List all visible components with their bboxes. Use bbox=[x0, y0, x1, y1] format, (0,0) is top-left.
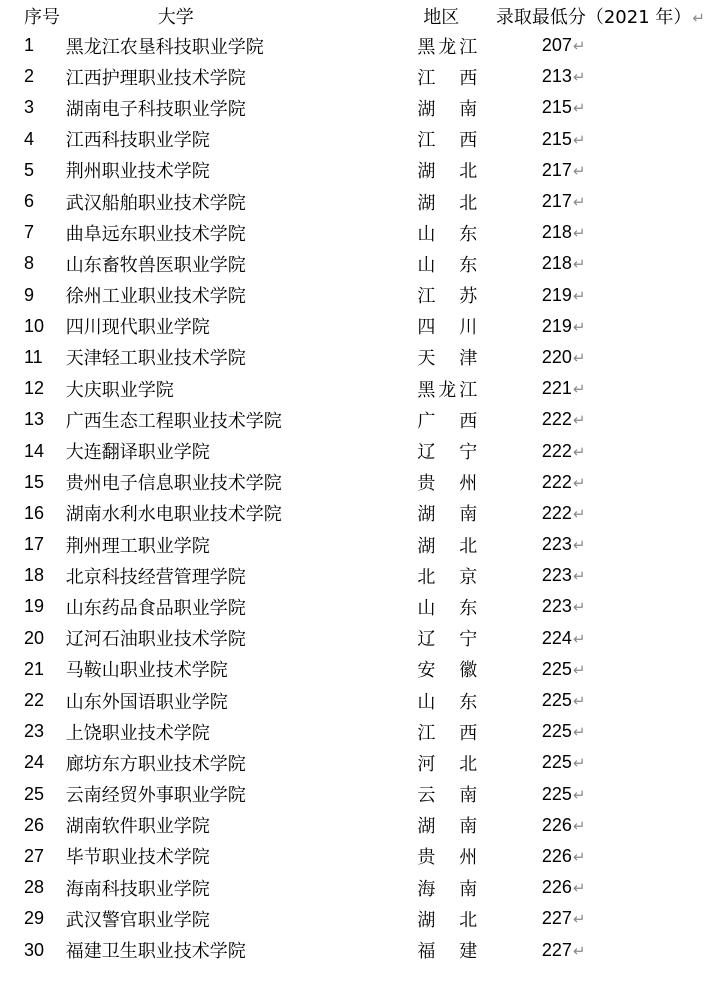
row-region bbox=[417, 435, 496, 466]
paragraph-mark-icon: ↵ bbox=[572, 162, 586, 180]
row-score-value: 226 bbox=[541, 814, 572, 835]
row-index: 23 bbox=[24, 721, 45, 742]
row-score bbox=[496, 903, 705, 934]
row-score bbox=[496, 623, 705, 654]
row-index: 13 bbox=[24, 409, 45, 430]
paragraph-mark-icon: ↵ bbox=[572, 568, 586, 586]
row-region-label: 湖 北 bbox=[417, 535, 478, 557]
table-row bbox=[24, 810, 705, 841]
row-score-value: 215 bbox=[541, 97, 572, 118]
row-score-value: 222 bbox=[541, 440, 572, 461]
row-region-label: 河 北 bbox=[417, 753, 478, 775]
row-region-label: 山 东 bbox=[417, 597, 478, 619]
row-region bbox=[417, 342, 496, 373]
header-region bbox=[417, 2, 496, 30]
table-row bbox=[24, 186, 705, 217]
row-index: 11 bbox=[24, 346, 43, 367]
row-score-value: 223 bbox=[541, 596, 572, 617]
row-score bbox=[496, 92, 705, 123]
row-university: 黑龙江农垦科技职业学院 bbox=[65, 36, 264, 58]
paragraph-mark-icon: ↵ bbox=[572, 724, 586, 742]
row-score-value: 223 bbox=[541, 565, 572, 586]
table-row bbox=[24, 342, 705, 373]
row-score bbox=[496, 217, 705, 248]
row-region-label: 福 建 bbox=[417, 941, 478, 963]
admission-score-table bbox=[24, 2, 705, 966]
row-region-label: 山 东 bbox=[417, 691, 478, 713]
table-row bbox=[24, 934, 705, 965]
row-region bbox=[417, 903, 496, 934]
table-row bbox=[24, 155, 705, 186]
row-score-value: 225 bbox=[541, 658, 572, 679]
row-index: 26 bbox=[24, 814, 45, 835]
row-score-value: 207 bbox=[541, 35, 572, 56]
row-index: 1 bbox=[24, 35, 35, 56]
table-row bbox=[24, 903, 705, 934]
row-score-value: 225 bbox=[541, 783, 572, 804]
row-region-label: 山 东 bbox=[417, 254, 478, 276]
row-score bbox=[496, 155, 705, 186]
row-score-value: 221 bbox=[541, 378, 572, 399]
row-index: 15 bbox=[24, 471, 45, 492]
row-region-label: 江 西 bbox=[417, 722, 478, 744]
row-university: 山东畜牧兽医职业学院 bbox=[65, 254, 246, 276]
row-region-label: 贵 州 bbox=[417, 473, 478, 495]
row-region bbox=[417, 248, 496, 279]
paragraph-mark-icon: ↵ bbox=[572, 505, 586, 523]
row-university: 武汉警官职业学院 bbox=[65, 909, 210, 931]
row-region-label: 江 苏 bbox=[417, 286, 478, 308]
table-row bbox=[24, 779, 705, 810]
row-score-value: 226 bbox=[541, 845, 572, 866]
row-score bbox=[496, 654, 705, 685]
row-university: 大连翻译职业学院 bbox=[65, 442, 210, 464]
paragraph-mark-icon: ↵ bbox=[572, 755, 586, 773]
table-row bbox=[24, 92, 705, 123]
row-region-label: 湖 北 bbox=[417, 192, 478, 214]
paragraph-mark-icon: ↵ bbox=[572, 38, 586, 56]
row-score bbox=[496, 747, 705, 778]
row-university: 廊坊东方职业技术学院 bbox=[65, 753, 246, 775]
table-row bbox=[24, 311, 705, 342]
table-row bbox=[24, 560, 705, 591]
row-region bbox=[417, 841, 496, 872]
row-score bbox=[496, 404, 705, 435]
row-university: 毕节职业技术学院 bbox=[65, 847, 210, 869]
row-index: 21 bbox=[24, 658, 45, 679]
paragraph-mark-icon: ↵ bbox=[572, 225, 586, 243]
row-region bbox=[417, 934, 496, 965]
row-score bbox=[496, 467, 705, 498]
row-university: 四川现代职业学院 bbox=[65, 317, 210, 339]
row-university: 天津轻工职业技术学院 bbox=[65, 348, 246, 370]
table-row bbox=[24, 623, 705, 654]
paragraph-mark-icon: ↵ bbox=[572, 349, 586, 367]
paragraph-mark-icon: ↵ bbox=[572, 880, 586, 898]
table-row bbox=[24, 30, 705, 61]
row-region bbox=[417, 30, 496, 61]
row-score bbox=[496, 529, 705, 560]
row-score-value: 226 bbox=[541, 877, 572, 898]
row-score-value: 217 bbox=[541, 159, 572, 180]
row-index: 28 bbox=[24, 877, 45, 898]
row-score-value: 215 bbox=[541, 128, 572, 149]
row-university: 海南科技职业学院 bbox=[65, 878, 210, 900]
paragraph-mark-icon: ↵ bbox=[572, 256, 586, 274]
row-score-value: 222 bbox=[541, 409, 572, 430]
row-index: 16 bbox=[24, 502, 45, 523]
paragraph-mark-icon: ↵ bbox=[572, 131, 586, 149]
row-score-value: 222 bbox=[541, 471, 572, 492]
row-region-label: 海 南 bbox=[417, 878, 478, 900]
row-university: 武汉船舶职业技术学院 bbox=[65, 192, 246, 214]
row-region bbox=[417, 560, 496, 591]
row-score-value: 222 bbox=[541, 502, 572, 523]
table-row bbox=[24, 467, 705, 498]
row-score bbox=[496, 342, 705, 373]
row-score-value: 219 bbox=[541, 284, 572, 305]
row-university: 荆州理工职业学院 bbox=[65, 535, 210, 557]
row-index: 3 bbox=[24, 97, 35, 118]
row-region-label: 江 西 bbox=[417, 130, 478, 152]
row-score bbox=[496, 373, 705, 404]
row-score-value: 225 bbox=[541, 690, 572, 711]
row-university: 荆州职业技术学院 bbox=[65, 161, 210, 183]
row-region bbox=[417, 810, 496, 841]
row-score-value: 225 bbox=[541, 721, 572, 742]
row-region-label: 四 川 bbox=[417, 317, 478, 339]
table-row bbox=[24, 716, 705, 747]
row-index: 22 bbox=[24, 690, 45, 711]
row-region bbox=[417, 373, 496, 404]
row-score bbox=[496, 186, 705, 217]
row-region-label: 辽 宁 bbox=[417, 442, 478, 464]
row-region bbox=[417, 404, 496, 435]
paragraph-mark-icon: ↵ bbox=[572, 474, 586, 492]
row-index: 19 bbox=[24, 596, 45, 617]
row-region bbox=[417, 467, 496, 498]
table-row bbox=[24, 747, 705, 778]
header-score-label: 录取最低分（2021 年） bbox=[495, 7, 692, 28]
row-region-label: 江 西 bbox=[417, 67, 478, 89]
row-score-value: 227 bbox=[541, 939, 572, 960]
header-score bbox=[496, 2, 705, 30]
row-score-value: 220 bbox=[541, 346, 572, 367]
paragraph-mark-icon: ↵ bbox=[572, 911, 586, 929]
row-region-label: 黑龙江 bbox=[417, 36, 478, 58]
paragraph-mark-icon: ↵ bbox=[572, 848, 586, 866]
row-score bbox=[496, 30, 705, 61]
row-score bbox=[496, 280, 705, 311]
row-score-value: 223 bbox=[541, 534, 572, 555]
row-index: 17 bbox=[24, 534, 45, 555]
row-region-label: 辽 宁 bbox=[417, 629, 478, 651]
table-row bbox=[24, 654, 705, 685]
row-university: 山东外国语职业学院 bbox=[65, 691, 228, 713]
row-region-label: 山 东 bbox=[417, 223, 478, 245]
row-score bbox=[496, 435, 705, 466]
paragraph-mark-icon: ↵ bbox=[692, 9, 705, 27]
row-university: 江西护理职业技术学院 bbox=[65, 67, 246, 89]
row-index: 30 bbox=[24, 939, 45, 960]
row-region bbox=[417, 92, 496, 123]
row-region bbox=[417, 716, 496, 747]
row-score bbox=[496, 685, 705, 716]
table-row bbox=[24, 591, 705, 622]
row-university: 江西科技职业学院 bbox=[65, 130, 210, 152]
row-index: 20 bbox=[24, 627, 45, 648]
row-score-value: 225 bbox=[541, 752, 572, 773]
row-index: 12 bbox=[24, 378, 45, 399]
row-region bbox=[417, 124, 496, 155]
row-university: 福建卫生职业技术学院 bbox=[65, 941, 246, 963]
paragraph-mark-icon: ↵ bbox=[572, 786, 586, 804]
row-region bbox=[417, 872, 496, 903]
row-region-label: 湖 北 bbox=[417, 161, 478, 183]
table-row bbox=[24, 61, 705, 92]
row-region-label: 湖 南 bbox=[417, 504, 478, 526]
paragraph-mark-icon: ↵ bbox=[572, 100, 586, 118]
paragraph-mark-icon: ↵ bbox=[572, 661, 586, 679]
table-row bbox=[24, 529, 705, 560]
row-university: 上饶职业技术学院 bbox=[65, 722, 210, 744]
row-score bbox=[496, 716, 705, 747]
paragraph-mark-icon: ↵ bbox=[572, 412, 586, 430]
paragraph-mark-icon: ↵ bbox=[572, 599, 586, 617]
row-region bbox=[417, 747, 496, 778]
row-region bbox=[417, 280, 496, 311]
table-row bbox=[24, 217, 705, 248]
row-score bbox=[496, 841, 705, 872]
row-region-label: 广 西 bbox=[417, 410, 478, 432]
row-score bbox=[496, 872, 705, 903]
row-university: 广西生态工程职业技术学院 bbox=[65, 410, 282, 432]
paragraph-mark-icon: ↵ bbox=[572, 942, 586, 960]
row-region-label: 湖 北 bbox=[417, 909, 478, 931]
row-university: 湖南水利水电职业技术学院 bbox=[65, 504, 282, 526]
row-region bbox=[417, 217, 496, 248]
row-score-value: 213 bbox=[541, 66, 572, 87]
row-index: 5 bbox=[24, 159, 35, 180]
paragraph-mark-icon: ↵ bbox=[572, 537, 586, 555]
row-university: 徐州工业职业技术学院 bbox=[65, 286, 246, 308]
row-region bbox=[417, 779, 496, 810]
table-body bbox=[24, 30, 705, 966]
row-score-value: 217 bbox=[541, 191, 572, 212]
row-region bbox=[417, 623, 496, 654]
row-score bbox=[496, 810, 705, 841]
row-region bbox=[417, 155, 496, 186]
row-index: 2 bbox=[24, 66, 35, 87]
row-score bbox=[496, 498, 705, 529]
table-row bbox=[24, 435, 705, 466]
row-region bbox=[417, 498, 496, 529]
table-row bbox=[24, 248, 705, 279]
row-region-label: 贵 州 bbox=[417, 847, 478, 869]
row-university: 大庆职业学院 bbox=[65, 379, 174, 401]
row-score-value: 227 bbox=[541, 908, 572, 929]
row-university: 云南经贸外事职业学院 bbox=[65, 785, 246, 807]
paragraph-mark-icon: ↵ bbox=[572, 817, 586, 835]
row-index: 8 bbox=[24, 253, 35, 274]
table-row bbox=[24, 685, 705, 716]
row-score bbox=[496, 591, 705, 622]
table-row bbox=[24, 841, 705, 872]
table-row bbox=[24, 373, 705, 404]
row-region-label: 天 津 bbox=[417, 348, 478, 370]
paragraph-mark-icon: ↵ bbox=[572, 69, 586, 87]
row-region-label: 北 京 bbox=[417, 566, 478, 588]
paragraph-mark-icon: ↵ bbox=[572, 630, 586, 648]
row-region-label: 黑龙江 bbox=[417, 379, 478, 401]
row-region-label: 湖 南 bbox=[417, 98, 478, 120]
row-index: 10 bbox=[24, 315, 45, 336]
row-index: 29 bbox=[24, 908, 45, 929]
row-score bbox=[496, 311, 705, 342]
row-index: 7 bbox=[24, 222, 35, 243]
row-index: 9 bbox=[24, 284, 35, 305]
paragraph-mark-icon: ↵ bbox=[572, 381, 586, 399]
row-score bbox=[496, 61, 705, 92]
row-index: 27 bbox=[24, 845, 45, 866]
row-region bbox=[417, 591, 496, 622]
row-university: 北京科技经营管理学院 bbox=[65, 566, 246, 588]
row-university: 湖南电子科技职业学院 bbox=[65, 98, 246, 120]
row-university: 辽河石油职业技术学院 bbox=[65, 629, 246, 651]
row-score bbox=[496, 934, 705, 965]
row-index: 14 bbox=[24, 440, 45, 461]
paragraph-mark-icon: ↵ bbox=[572, 693, 586, 711]
row-region bbox=[417, 61, 496, 92]
paragraph-mark-icon: ↵ bbox=[572, 287, 586, 305]
row-score bbox=[496, 124, 705, 155]
row-index: 6 bbox=[24, 191, 35, 212]
row-index: 25 bbox=[24, 783, 45, 804]
row-region bbox=[417, 685, 496, 716]
header-university: 大学 bbox=[157, 7, 194, 28]
row-region bbox=[417, 529, 496, 560]
table-row bbox=[24, 872, 705, 903]
row-score bbox=[496, 248, 705, 279]
row-region-label: 云 南 bbox=[417, 785, 478, 807]
row-score-value: 224 bbox=[541, 627, 572, 648]
table-row bbox=[24, 404, 705, 435]
header-index: 序号 bbox=[24, 7, 60, 28]
row-university: 湖南软件职业学院 bbox=[65, 816, 210, 838]
row-index: 4 bbox=[24, 128, 35, 149]
paragraph-mark-icon: ↵ bbox=[572, 318, 586, 336]
row-score bbox=[496, 779, 705, 810]
row-score-value: 219 bbox=[541, 315, 572, 336]
row-university: 曲阜远东职业技术学院 bbox=[65, 223, 246, 245]
row-index: 18 bbox=[24, 565, 45, 586]
row-region-label: 湖 南 bbox=[417, 816, 478, 838]
row-region-label: 安 徽 bbox=[417, 660, 478, 682]
row-university: 马鞍山职业技术学院 bbox=[65, 660, 228, 682]
table-row bbox=[24, 124, 705, 155]
row-index: 24 bbox=[24, 752, 45, 773]
table-header-row bbox=[24, 2, 705, 30]
paragraph-mark-icon: ↵ bbox=[572, 194, 586, 212]
header-region-label: 地区 bbox=[423, 7, 460, 28]
table-row bbox=[24, 280, 705, 311]
row-score-value: 218 bbox=[541, 253, 572, 274]
table-row bbox=[24, 498, 705, 529]
row-region bbox=[417, 186, 496, 217]
paragraph-mark-icon: ↵ bbox=[572, 443, 586, 461]
row-region bbox=[417, 654, 496, 685]
row-region bbox=[417, 311, 496, 342]
row-university: 山东药品食品职业学院 bbox=[65, 597, 246, 619]
row-score bbox=[496, 560, 705, 591]
row-score-value: 218 bbox=[541, 222, 572, 243]
row-university: 贵州电子信息职业技术学院 bbox=[65, 473, 282, 495]
